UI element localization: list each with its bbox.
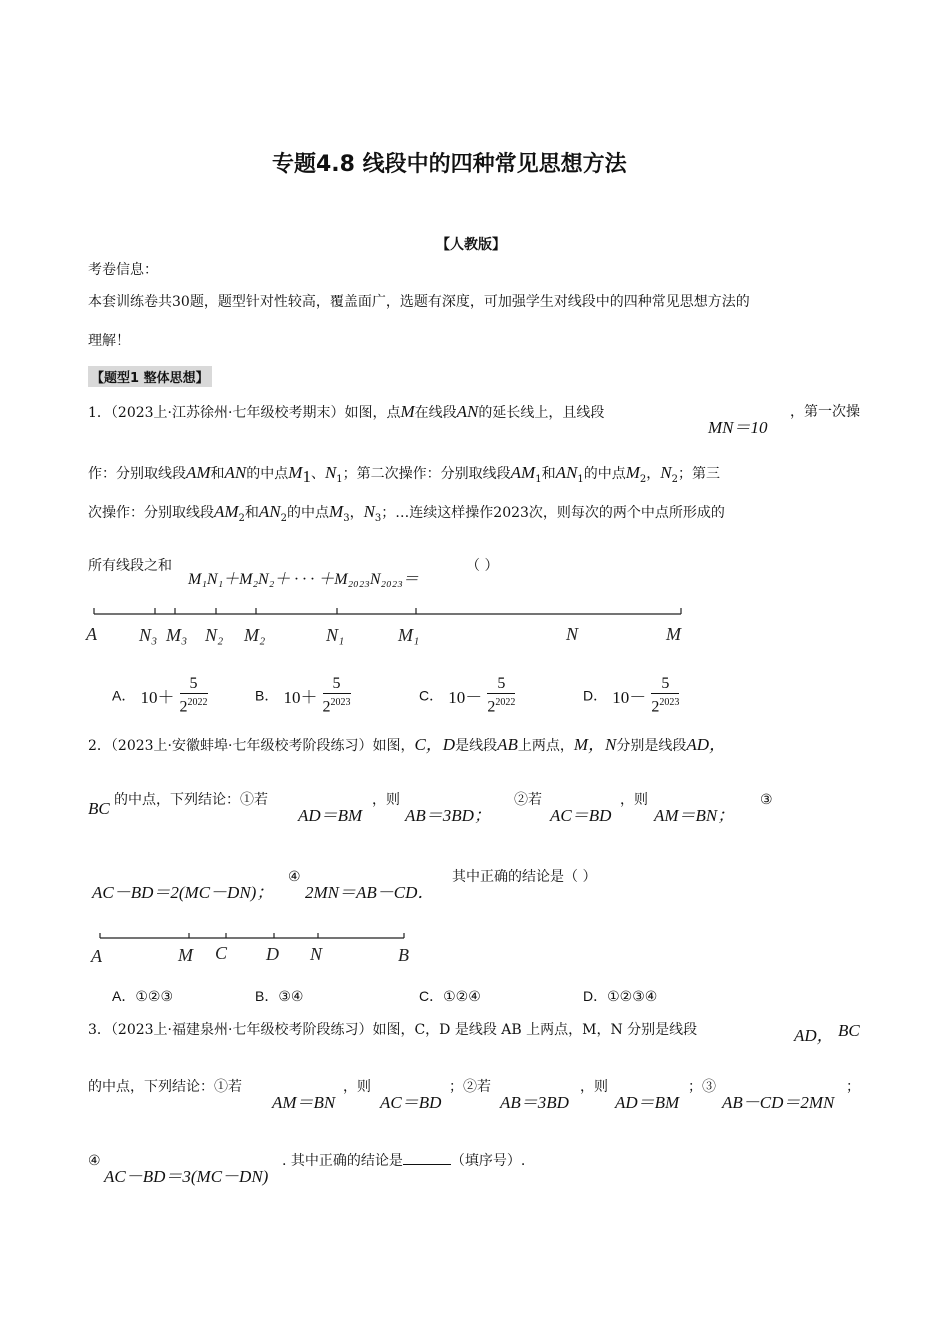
q3-text-3b: （填序号）. [450, 1153, 526, 1169]
q3-text-2a: 的中点，下列结论：①若 [88, 1079, 242, 1095]
q3-answer-blank[interactable] [403, 1164, 451, 1165]
q1-l2-t19: ， [646, 466, 661, 482]
q2-eq5: AC－BD＝2(MC－DN)； [92, 883, 274, 902]
q2-segment-figure [88, 930, 418, 970]
q2-text-2a: 的中点，下列结论：①若 [114, 792, 268, 808]
q1-l3-am2: AM [214, 502, 239, 521]
q1-fig-label: M₂ [244, 625, 266, 645]
q1-fig-label: N₃ [139, 625, 158, 645]
q2-source: （2023上·安徽蚌埠·七年级校考阶段练习）如图， [110, 738, 415, 754]
q3-text: （2023上·福建泉州·七年级校考阶段练习）如图，C，D 是线段 AB 上两点，M，N 分别是线段 [110, 1022, 698, 1038]
q2-eq3: AC＝BD [550, 806, 612, 825]
q1-l2-sub5: 2 [639, 473, 647, 485]
q1-option-c[interactable] [419, 675, 515, 716]
q1-l2-t13: 和 [541, 466, 556, 482]
frac-den [487, 694, 515, 716]
q1-l3-a: 次操作：分别取线段 [88, 505, 214, 521]
q1-l3-an2: AN [258, 502, 281, 521]
q3-eq1: AM＝BN [272, 1093, 336, 1112]
frac-num: 5 [180, 675, 208, 694]
q2-option-b[interactable] [255, 986, 303, 1006]
q1-l2-m: M [288, 463, 303, 482]
option-fraction [651, 675, 679, 716]
q3-eq2: AC＝BD [380, 1093, 442, 1112]
q1-line3 [88, 502, 725, 529]
frac-den-base: 2 [322, 698, 331, 716]
q2-text-2c: ②若 [514, 792, 542, 808]
q2-text-2d: ，则 [620, 792, 648, 808]
option-text: ①②③ [135, 988, 173, 1004]
q1-l2-m2: M [625, 463, 640, 482]
q2-fig-label: B [398, 945, 409, 965]
q2-option-d[interactable] [583, 986, 657, 1006]
q3-text-2c: ；②若 [449, 1079, 491, 1095]
q1-l3-m3: M [329, 502, 344, 521]
frac-den [323, 694, 351, 716]
q2-eq2: AB＝3BD； [405, 806, 491, 825]
option-sign: 10－ [612, 688, 647, 708]
frac-den-exp: 2023 [659, 697, 680, 708]
option-sign: 10＋ [283, 688, 318, 708]
q2-number: 2． [88, 738, 111, 754]
q2-bc: BC [88, 799, 110, 818]
frac-den-base: 2 [179, 698, 188, 716]
q1-l2-sub4: 1 [577, 473, 584, 485]
intro-label: 考卷信息： [88, 262, 158, 278]
edition-label: 【人教版】 [436, 237, 506, 253]
q1-text-c: ，第一次操 [790, 404, 860, 420]
q1-fig-label: N₂ [205, 625, 224, 645]
q1-point-m: M [400, 402, 415, 421]
q1-fig-label: N₁ [326, 625, 345, 645]
q1-text-a: 在线段 [414, 405, 457, 421]
q1-sum-expression: M₁N₁＋M₂N₂＋ · · · ＋M₂₀₂₃N₂₀₂₃＝ [188, 571, 419, 588]
q3-bc: BC [838, 1021, 860, 1040]
q1-l2-n: N [324, 463, 337, 482]
q2-line1 [88, 735, 726, 756]
option-fraction [487, 675, 515, 716]
intro-line1: 本套训练卷共30题，题型针对性较高，覆盖面广，选题有深度，可加强学生对线段中的四种常见思想方法的 [88, 294, 750, 310]
q1-l3-b: 和 [244, 505, 259, 521]
frac-den-exp: 2022 [187, 697, 208, 708]
q3-line3 [282, 1151, 525, 1171]
q3-text-3a: . 其中正确的结论是 [282, 1153, 403, 1169]
q1-fig-label: M₁ [398, 625, 420, 645]
page-title: 专题4.8 线段中的四种常见思想方法 [272, 152, 627, 177]
q1-option-b[interactable] [255, 675, 351, 716]
q1-l2-sub1: 1 [302, 466, 311, 486]
q3-eq5: AB－CD＝2MN [722, 1093, 835, 1112]
frac-num: 5 [651, 675, 679, 694]
q3-line1 [88, 1020, 697, 1040]
q3-circle-4: ④ [88, 1153, 101, 1169]
q2-option-a[interactable] [112, 986, 173, 1006]
option-text: ①②④ [443, 988, 481, 1004]
q1-l3-c: 的中点 [287, 505, 330, 521]
option-letter: B． [255, 988, 279, 1004]
frac-den [651, 694, 679, 716]
option-letter: A． [112, 988, 136, 1004]
q1-l2-t4: 的中点 [246, 466, 289, 482]
q3-text-2d: ，则 [580, 1079, 608, 1095]
q1-l2-an: AN [224, 463, 247, 482]
q1-l2-sub3: 1 [535, 473, 542, 485]
q1-number: 1． [88, 405, 111, 421]
q1-segment-an: AN [456, 402, 479, 421]
q2-ad: AD， [686, 735, 727, 754]
q3-ad: AD， [794, 1026, 834, 1045]
q2-question: 其中正确的结论是（ ） [452, 869, 597, 885]
frac-num: 5 [323, 675, 351, 694]
q1-l2-n2: N [660, 463, 672, 482]
option-letter: D． [583, 988, 608, 1004]
q1-l3-sub2: 2 [280, 512, 288, 524]
q3-eq4: AD＝BM [615, 1093, 680, 1112]
q1-fig-label: N [566, 624, 579, 644]
question-type-label: 【题型1 整体思想】 [88, 366, 212, 387]
q1-text-b: 的延长线上，且线段 [478, 405, 605, 421]
q1-l2-am1: AM [510, 463, 536, 482]
q3-number: 3． [88, 1022, 111, 1038]
q2-fig-label: D [266, 944, 279, 964]
q2-fig-label: M [178, 945, 193, 965]
q1-l2-sub2: 1 [336, 473, 343, 485]
frac-den-exp: 2022 [495, 697, 516, 708]
q1-l2-an1: AN [555, 463, 578, 482]
q1-l3-sub1: 2 [238, 512, 245, 524]
q1-l2-t10: ；第二次操作：分别取线段 [342, 466, 511, 482]
q1-source: （2023上·江苏徐州·七年级校考期末）如图，点 [110, 405, 401, 421]
q1-l2-t7: 、 [310, 466, 325, 482]
frac-den-base: 2 [487, 698, 496, 716]
q1-line1 [88, 402, 604, 423]
q1-option-d[interactable] [583, 675, 679, 716]
q1-l3-sub4: 3 [374, 512, 382, 524]
q1-line2 [88, 463, 720, 490]
q2-mn: M，N [573, 735, 617, 754]
q2-cd: C，D [414, 735, 456, 754]
q2-text-c: 上两点， [517, 738, 574, 754]
option-sign: 10－ [448, 688, 483, 708]
q1-line4: 所有线段之和 [88, 558, 172, 574]
q1-l2-t0: 作：分别取线段 [88, 466, 186, 482]
q1-mn-equation: MN＝10 [708, 418, 768, 437]
q2-text-d: 分别是线段 [616, 738, 687, 754]
option-letter: A． [112, 687, 136, 704]
q3-text-2e: ；③ [688, 1079, 716, 1095]
q2-eq4: AM＝BN； [654, 806, 735, 825]
q1-l2-t16: 的中点 [583, 466, 626, 482]
q1-fig-label: M₃ [166, 625, 188, 645]
q2-eq6: 2MN＝AB－CD． [305, 883, 435, 902]
q1-l3-n3: N [363, 502, 375, 521]
q3-eq3: AB＝3BD [500, 1093, 569, 1112]
q2-fig-label: N [310, 944, 323, 964]
frac-den-exp: 2023 [330, 697, 351, 708]
intro-line2: 理解！ [88, 333, 130, 349]
q1-l2-sub6: 2 [671, 473, 678, 485]
q1-l2-am: AM [186, 463, 211, 482]
frac-den-base: 2 [651, 698, 660, 716]
q2-circle-3: ③ [760, 792, 773, 808]
option-letter: D． [583, 687, 608, 704]
q2-fig-label: A [91, 946, 102, 966]
q2-fig-label: C [215, 943, 228, 963]
q1-fig-label: M [666, 624, 681, 644]
q1-segment-figure [84, 603, 694, 649]
q2-text-2b: ，则 [372, 792, 400, 808]
q2-circle-4: ④ [288, 869, 301, 885]
q3-text-2b: ，则 [343, 1079, 371, 1095]
q3-text-2f: ； [846, 1079, 860, 1095]
option-fraction [180, 675, 208, 716]
option-letter: C． [419, 687, 444, 704]
option-letter: C． [419, 988, 444, 1004]
option-text: ①②③④ [607, 988, 658, 1004]
frac-num: 5 [487, 675, 515, 694]
frac-den [180, 694, 208, 716]
q3-eq6: AC－BD＝3(MC－DN) [104, 1167, 269, 1186]
q1-answer-paren: （ ） [466, 558, 499, 574]
q2-eq1: AD＝BM [298, 806, 363, 825]
q2-option-c[interactable] [419, 986, 481, 1006]
q1-l2-t22: ；第三 [677, 466, 720, 482]
q1-fig-label: A [86, 624, 97, 644]
option-sign: 10＋ [140, 688, 175, 708]
q1-option-a[interactable] [112, 675, 208, 716]
q2-text-b: 是线段 [455, 738, 498, 754]
q2-ab: AB [497, 735, 518, 754]
q1-l3-sub3: 3 [343, 512, 350, 524]
option-text: ③④ [278, 988, 304, 1004]
option-letter: B． [255, 687, 279, 704]
q1-l2-t2: 和 [210, 466, 225, 482]
q1-l3-e: ；…连续这样操作2023次，则每次的两个中点所形成的 [381, 505, 725, 521]
option-fraction [323, 675, 351, 716]
q1-l3-d: ， [349, 505, 364, 521]
